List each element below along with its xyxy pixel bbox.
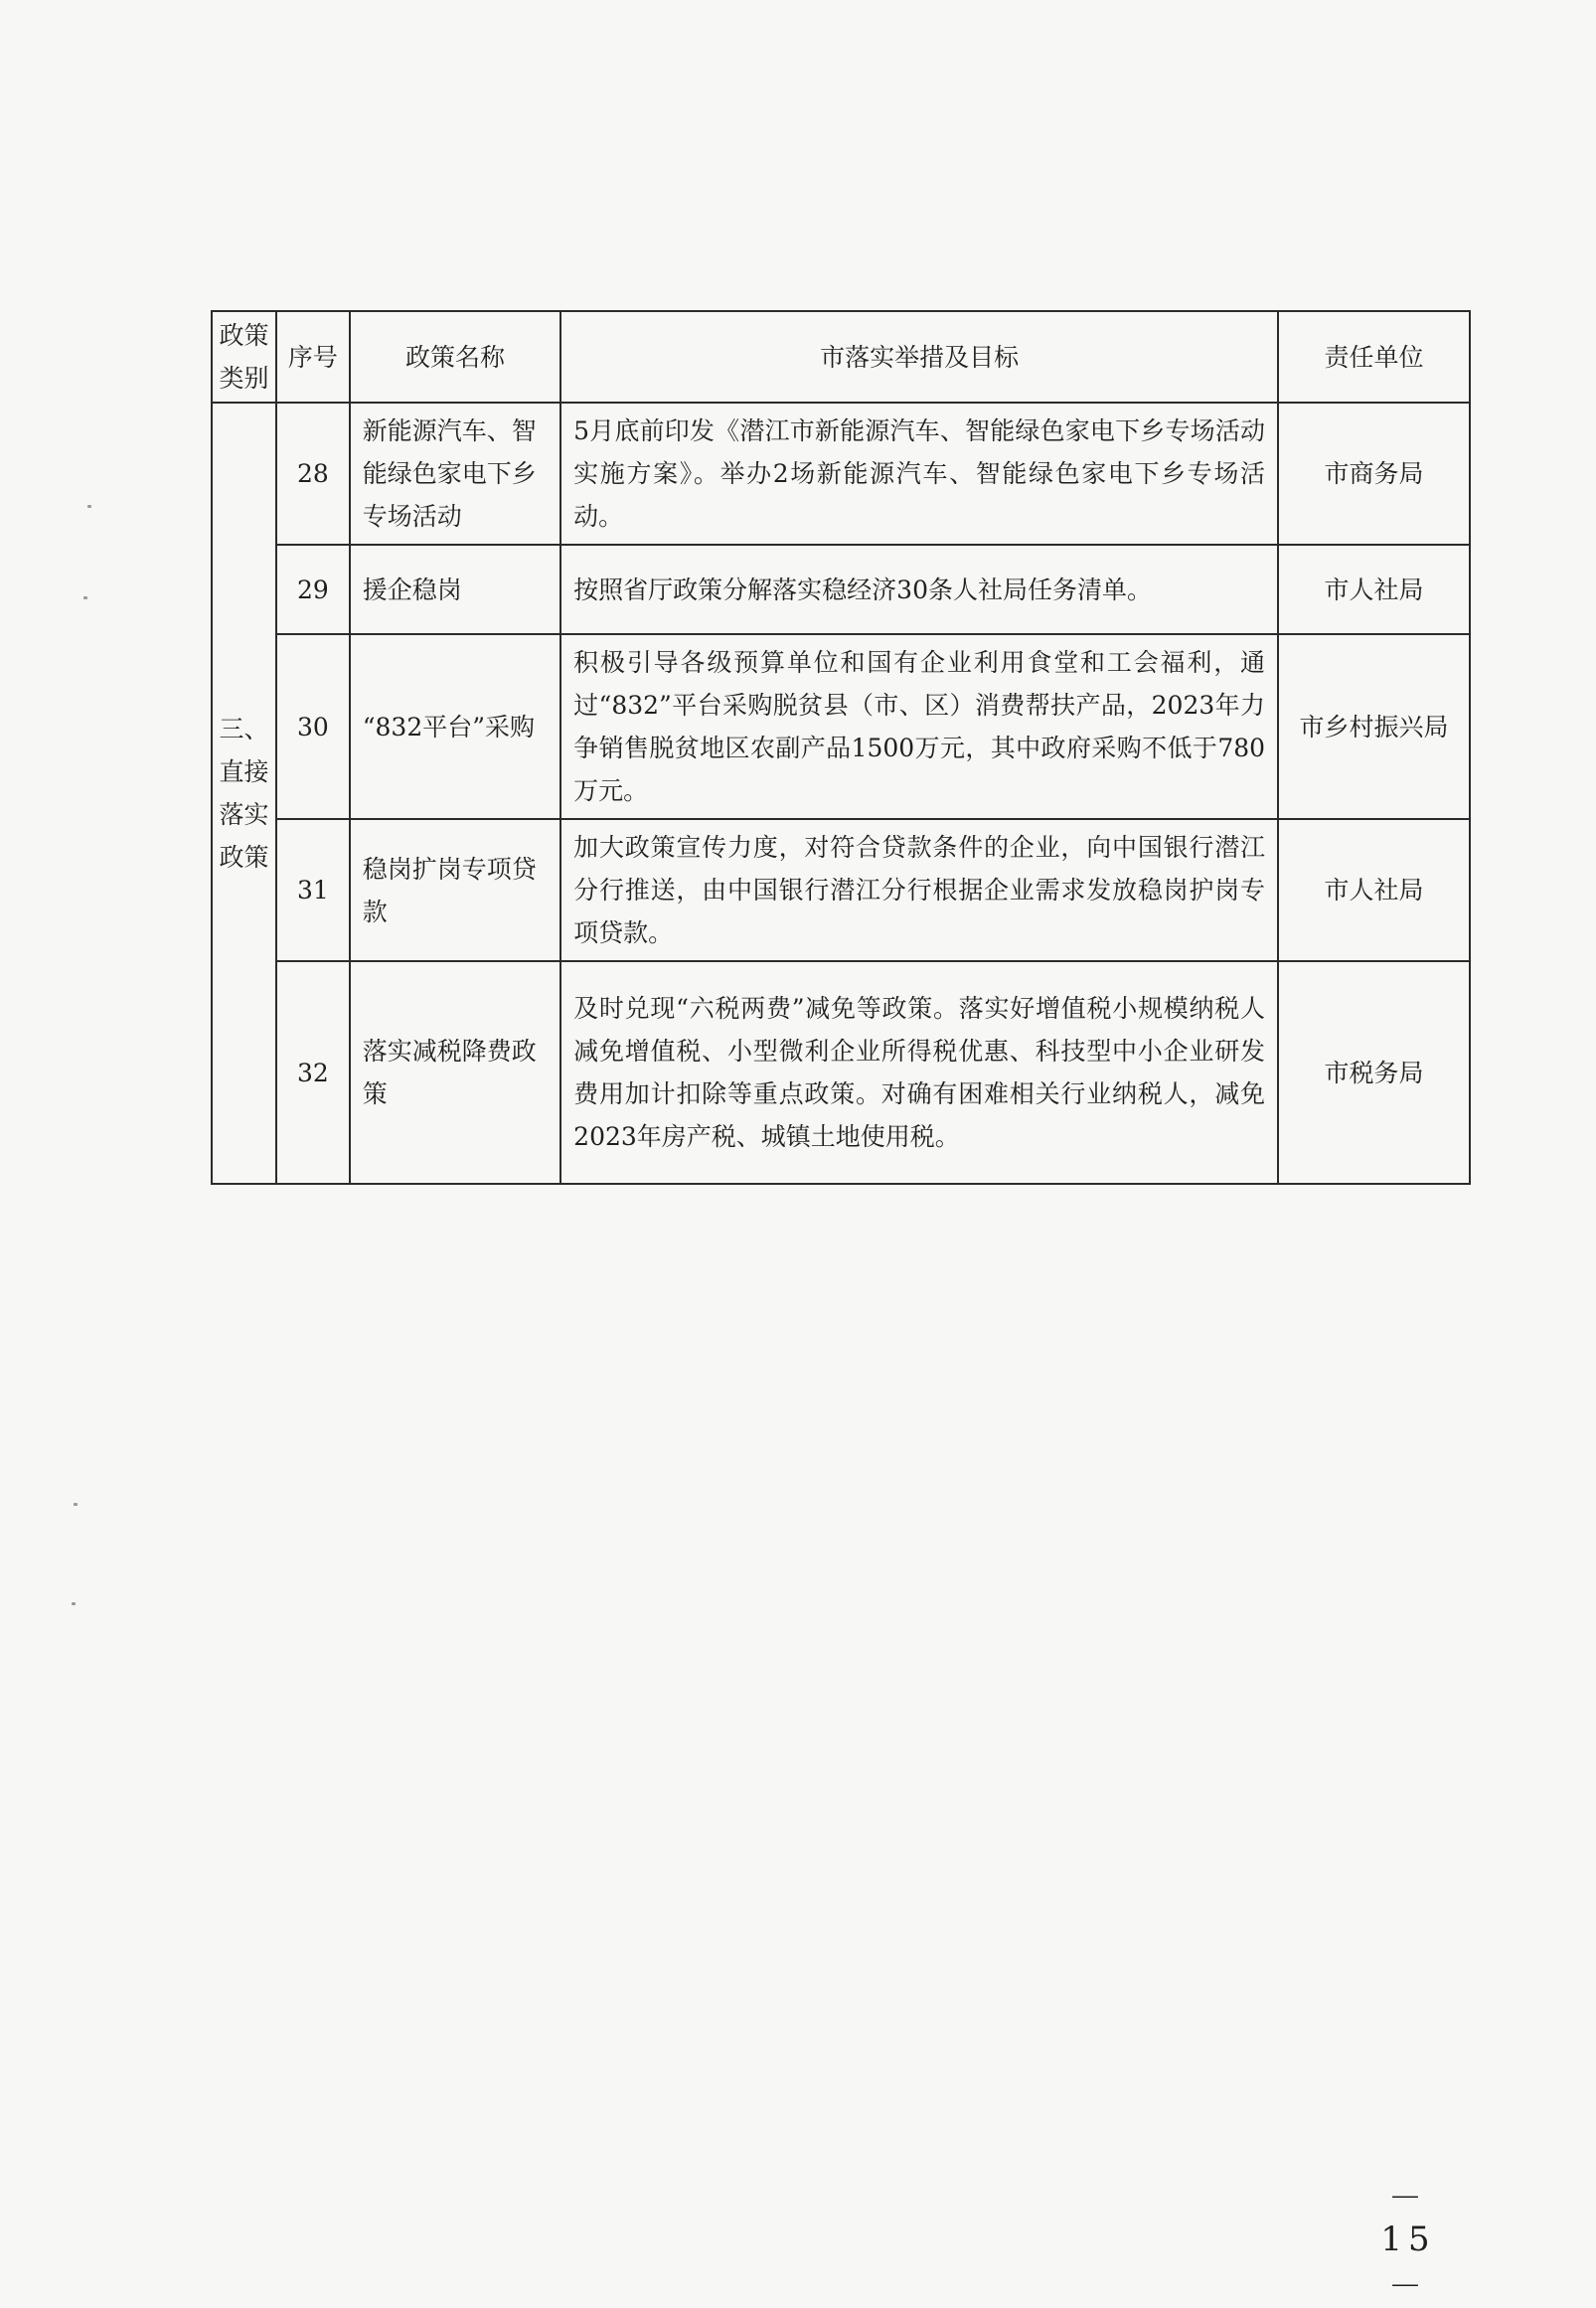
row-policy-name: 新能源汽车、智能绿色家电下乡专场活动 <box>350 403 560 545</box>
scan-speck <box>72 1602 76 1605</box>
table-row <box>212 819 1470 961</box>
row-seq: 32 <box>276 961 350 1184</box>
header-seq: 序号 <box>276 311 350 403</box>
row-seq: 29 <box>276 545 350 634</box>
header-name: 政策名称 <box>350 311 560 403</box>
scan-speck <box>83 596 87 599</box>
row-dept: 市商务局 <box>1278 403 1470 545</box>
table-header-row <box>212 311 1470 403</box>
header-measures: 市落实举措及目标 <box>560 311 1278 403</box>
row-dept: 市人社局 <box>1278 819 1470 961</box>
row-measures: 积极引导各级预算单位和国有企业利用食堂和工会福利，通过“832”平台采购脱贫县（市、区）消费帮扶产品，2023年力争销售脱贫地区农副产品1500万元，其中政府采购不低于780万元。 <box>560 634 1278 819</box>
row-policy-name: “832平台”采购 <box>350 634 560 819</box>
table-row <box>212 545 1470 634</box>
header-category: 政策 类别 <box>212 311 276 403</box>
row-measures: 及时兑现“六税两费”减免等政策。落实好增值税小规模纳税人减免增值税、小型微利企业所得税优惠、科技型中小企业研发费用加计扣除等重点政策。对确有困难相关行业纳税人，减免2023年房产税、城镇土地使用税。 <box>560 961 1278 1184</box>
row-seq: 31 <box>276 819 350 961</box>
page-number: － 15 － <box>1380 2179 1436 2307</box>
row-seq: 30 <box>276 634 350 819</box>
scan-speck <box>74 1503 78 1506</box>
row-measures: 加大政策宣传力度，对符合贷款条件的企业，向中国银行潜江分行推送，由中国银行潜江分行根据企业需求发放稳岗护岗专项贷款。 <box>560 819 1278 961</box>
row-measures: 按照省厅政策分解落实稳经济30条人社局任务清单。 <box>560 545 1278 634</box>
table-row <box>212 961 1470 1184</box>
row-measures: 5月底前印发《潜江市新能源汽车、智能绿色家电下乡专场活动实施方案》。举办2场新能源汽车、智能绿色家电下乡专场活动。 <box>560 403 1278 545</box>
row-policy-name: 落实减税降费政策 <box>350 961 560 1184</box>
row-seq: 28 <box>276 403 350 545</box>
table-row <box>212 634 1470 819</box>
row-dept: 市乡村振兴局 <box>1278 634 1470 819</box>
category-cell: 三、 直接 落实 政策 <box>212 403 276 1184</box>
row-policy-name: 稳岗扩岗专项贷款 <box>350 819 560 961</box>
row-dept: 市人社局 <box>1278 545 1470 634</box>
row-policy-name: 援企稳岗 <box>350 545 560 634</box>
policy-table <box>211 310 1471 1185</box>
scan-speck <box>87 505 91 508</box>
row-dept: 市税务局 <box>1278 961 1470 1184</box>
table-row <box>212 403 1470 545</box>
header-dept: 责任单位 <box>1278 311 1470 403</box>
